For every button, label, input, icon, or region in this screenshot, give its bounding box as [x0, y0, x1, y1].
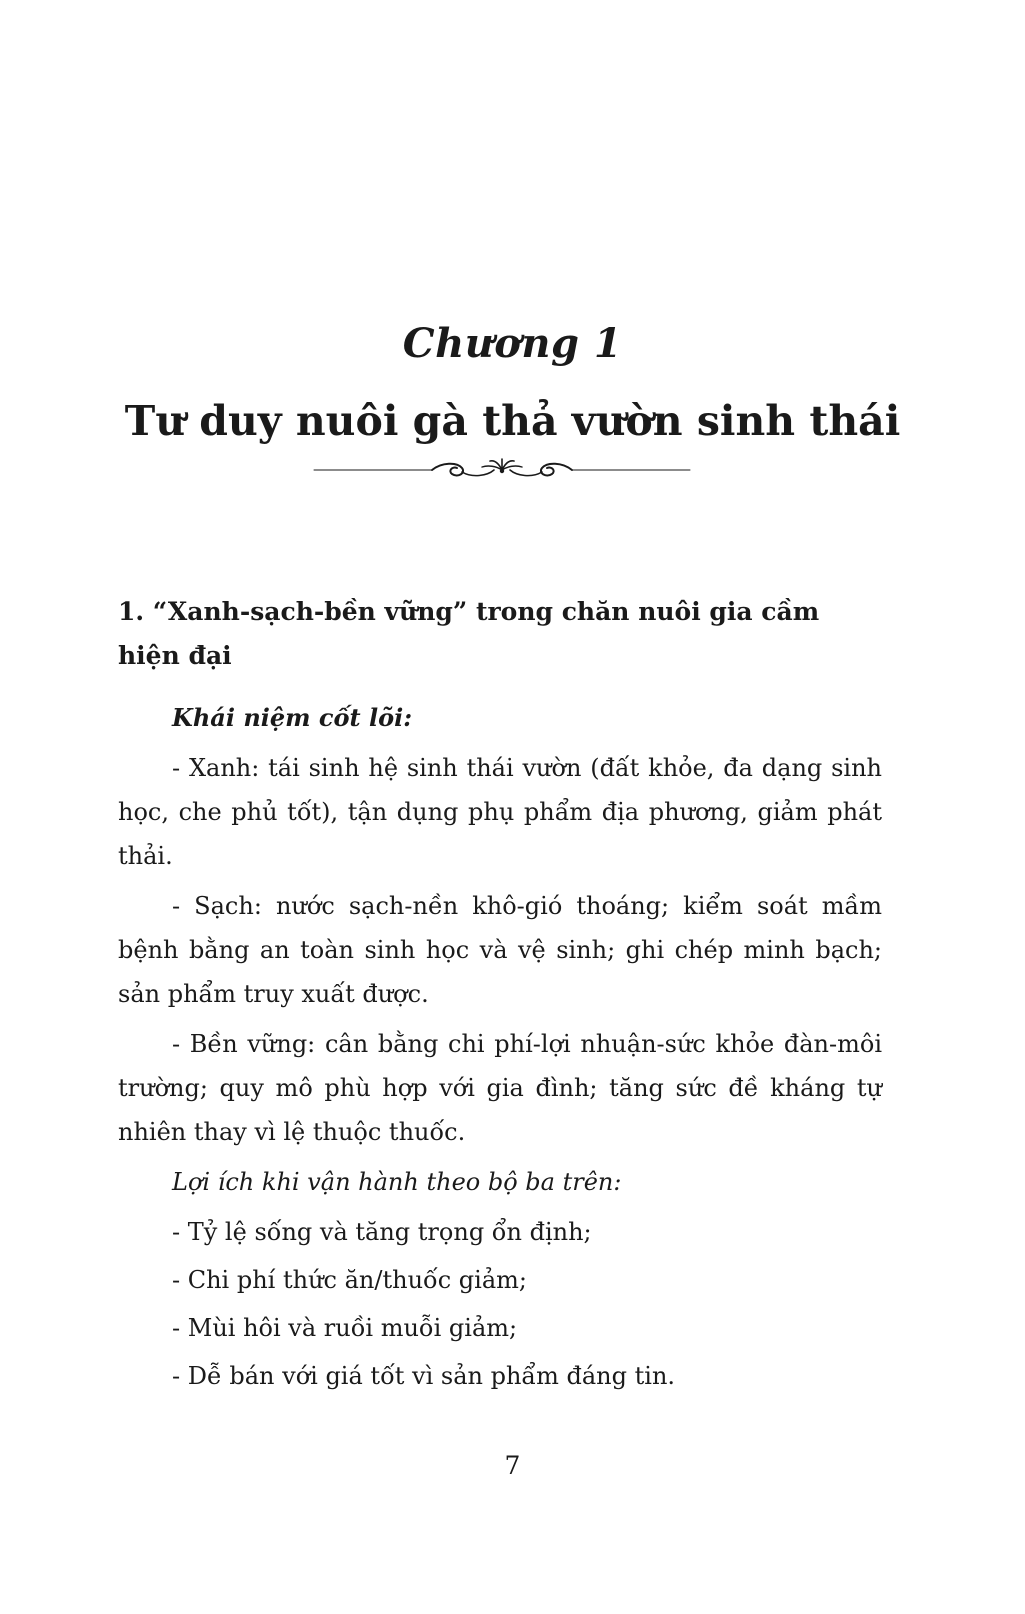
paragraph-clean: - Sạch: nước sạch-nền khô-gió thoáng; kiểm soát mầm bệnh bằng an toàn sinh học và vệ sinh; ghi chép minh bạch; sản phẩm truy xuất được. — [118, 892, 882, 1008]
page-number: 7 — [504, 1451, 521, 1480]
chapter-label: Chương 1 — [402, 320, 623, 367]
concept-label: Khái niệm cốt lõi: — [172, 703, 413, 732]
list-item: - Dễ bán với giá tốt vì sản phẩm đáng tin. — [172, 1362, 676, 1390]
benefits-intro: Lợi ích khi vận hành theo bộ ba trên: — [172, 1168, 622, 1196]
ornament-divider-icon — [312, 450, 692, 490]
section-heading: 1. “Xanh-sạch-bền vững” trong chăn nuôi gia cầm hiện đại — [118, 597, 820, 670]
chapter-title: Tư duy nuôi gà thả vườn sinh thái — [124, 397, 901, 445]
list-item: - Tỷ lệ sống và tăng trọng ổn định; — [172, 1218, 592, 1246]
chapter-content — [118, 590, 882, 1402]
paragraph-green: - Xanh: tái sinh hệ sinh thái vườn (đất khỏe, đa dạng sinh học, che phủ tốt), tận dụng phụ phẩm địa phương, giảm phát thải. — [118, 754, 882, 870]
list-item: - Mùi hôi và ruồi muỗi giảm; — [172, 1314, 518, 1342]
paragraph-sustainable: - Bền vững: cân bằng chi phí-lợi nhuận-sức khỏe đàn-môi trường; quy mô phù hợp với gia đình; tăng sức đề kháng tự nhiên thay vì lệ thuộc thuốc. — [118, 1030, 882, 1146]
list-item: - Chi phí thức ăn/thuốc giảm; — [172, 1266, 527, 1294]
